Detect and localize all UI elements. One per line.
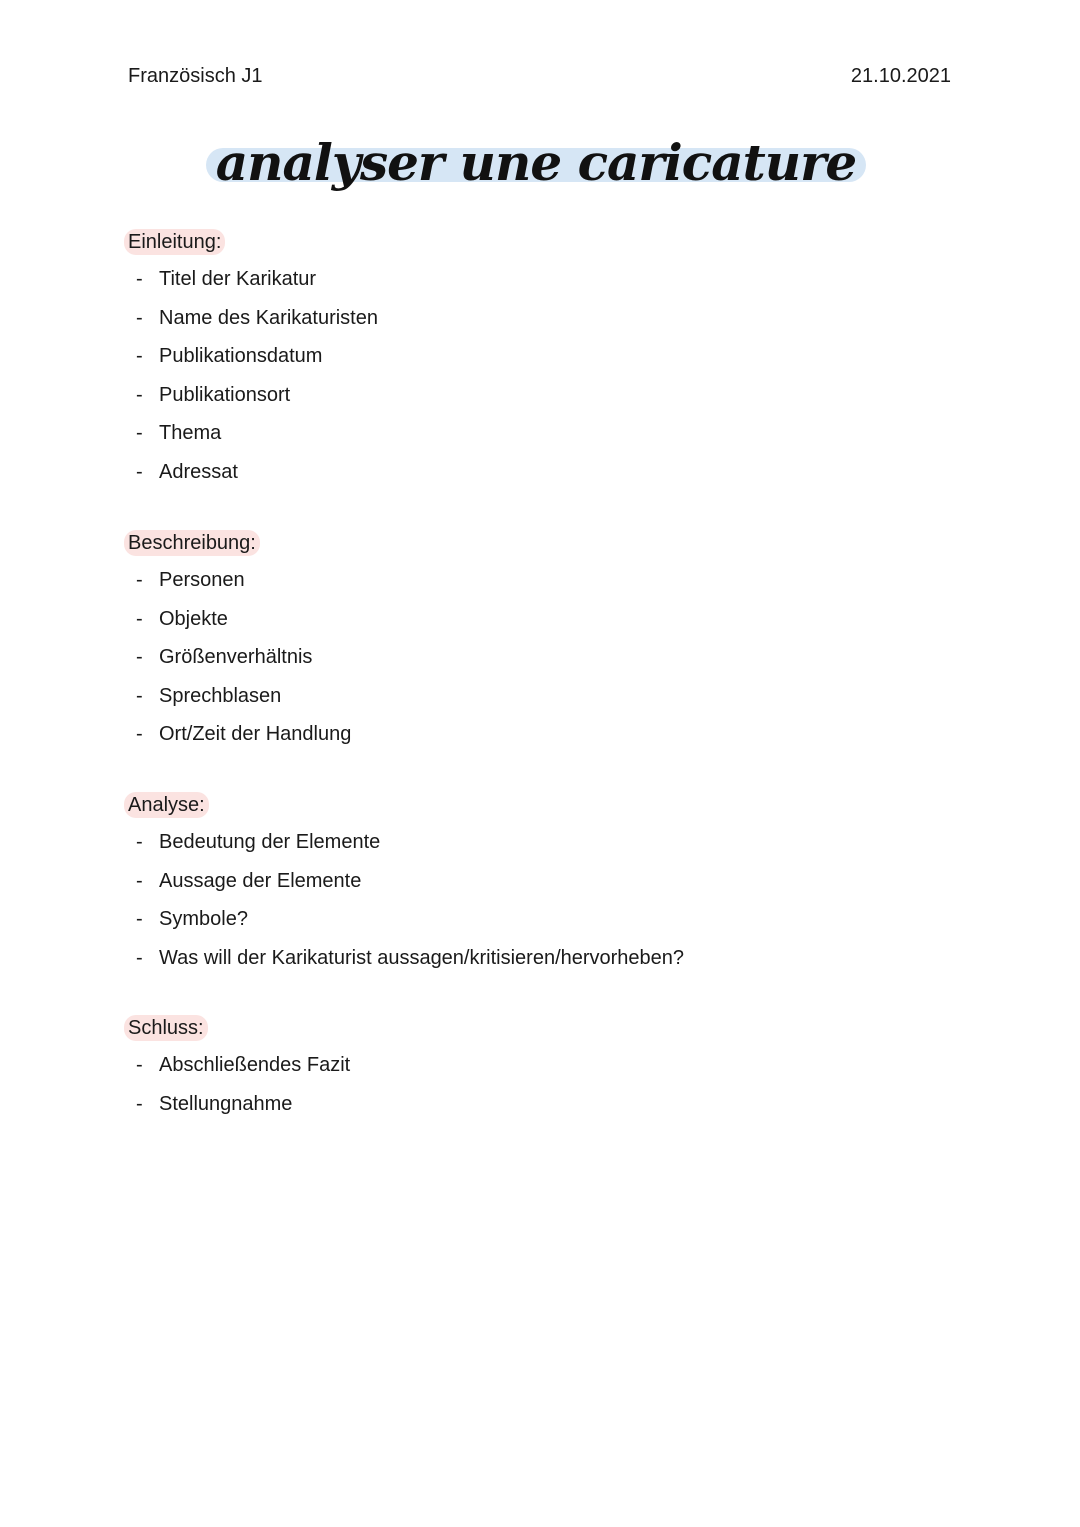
list-item [124, 895, 684, 934]
list-item-text: Größenverhältnis [159, 646, 313, 669]
list-item [124, 1041, 350, 1080]
list-item [124, 710, 351, 749]
dash-bullet: - [136, 1092, 143, 1115]
dash-bullet: - [136, 460, 143, 483]
list-item [124, 409, 378, 448]
dash-bullet: - [136, 946, 143, 969]
list-item-text: Aussage der Elemente [159, 869, 362, 892]
list-item-text: Stellungnahme [159, 1092, 293, 1115]
bullet-list [124, 1041, 350, 1118]
list-item [124, 672, 351, 711]
dash-bullet: - [136, 684, 143, 707]
bullet-list [124, 255, 378, 487]
dash-bullet: - [136, 306, 143, 329]
list-item-text: Titel der Karikatur [159, 268, 317, 290]
list-item [124, 818, 684, 857]
dash-bullet: - [136, 646, 143, 669]
list-item-text: Publikationsdatum [159, 345, 323, 368]
list-item [124, 857, 684, 896]
section-einleitung [124, 229, 378, 487]
list-item-text: Sprechblasen [159, 684, 282, 707]
dash-bullet: - [136, 1054, 143, 1076]
section-heading: Einleitung: [124, 229, 225, 255]
list-item [124, 595, 351, 634]
dash-bullet: - [136, 569, 143, 591]
list-item [124, 371, 378, 410]
dash-bullet: - [136, 345, 143, 368]
dash-bullet: - [136, 383, 143, 406]
list-item-text: Was will der Karikaturist aussagen/kritisieren/hervorheben? [159, 946, 685, 969]
list-item [124, 332, 378, 371]
date-label: 21.10.2021 [850, 65, 951, 87]
list-item-text: Adressat [159, 460, 238, 483]
dash-bullet: - [136, 831, 143, 853]
list-item [124, 934, 684, 973]
list-item [124, 294, 378, 333]
dash-bullet: - [136, 268, 143, 290]
section-heading: Beschreibung: [124, 530, 260, 556]
dash-bullet: - [136, 422, 143, 445]
list-item [124, 255, 378, 294]
list-item-text: Bedeutung der Elemente [159, 831, 381, 853]
section-heading: Analyse: [124, 792, 209, 818]
list-item-text: Personen [159, 569, 245, 591]
list-item-text: Thema [159, 422, 222, 445]
dash-bullet: - [136, 607, 143, 630]
subject-label: Französisch J1 [128, 65, 263, 87]
section-schluss [124, 1015, 350, 1118]
dash-bullet: - [136, 908, 143, 931]
dash-bullet: - [136, 723, 143, 746]
list-item-text: Objekte [159, 607, 228, 630]
dash-bullet: - [136, 869, 143, 892]
list-item-text: Abschließendes Fazit [159, 1054, 351, 1076]
list-item [124, 1080, 350, 1119]
bullet-list [124, 556, 351, 749]
section-heading: Schluss: [124, 1015, 208, 1041]
list-item [124, 633, 351, 672]
list-item-text: Publikationsort [159, 383, 291, 406]
bullet-list [124, 818, 684, 972]
list-item-text: Name des Karikaturisten [159, 306, 378, 329]
list-item-text: Symbole? [159, 908, 248, 931]
list-item-text: Ort/Zeit der Handlung [159, 723, 352, 746]
section-analyse [124, 792, 684, 972]
title-block [206, 130, 866, 200]
page-title: analyser une caricature [215, 133, 857, 192]
list-item [124, 556, 351, 595]
section-beschreibung [124, 530, 351, 749]
list-item [124, 448, 378, 487]
